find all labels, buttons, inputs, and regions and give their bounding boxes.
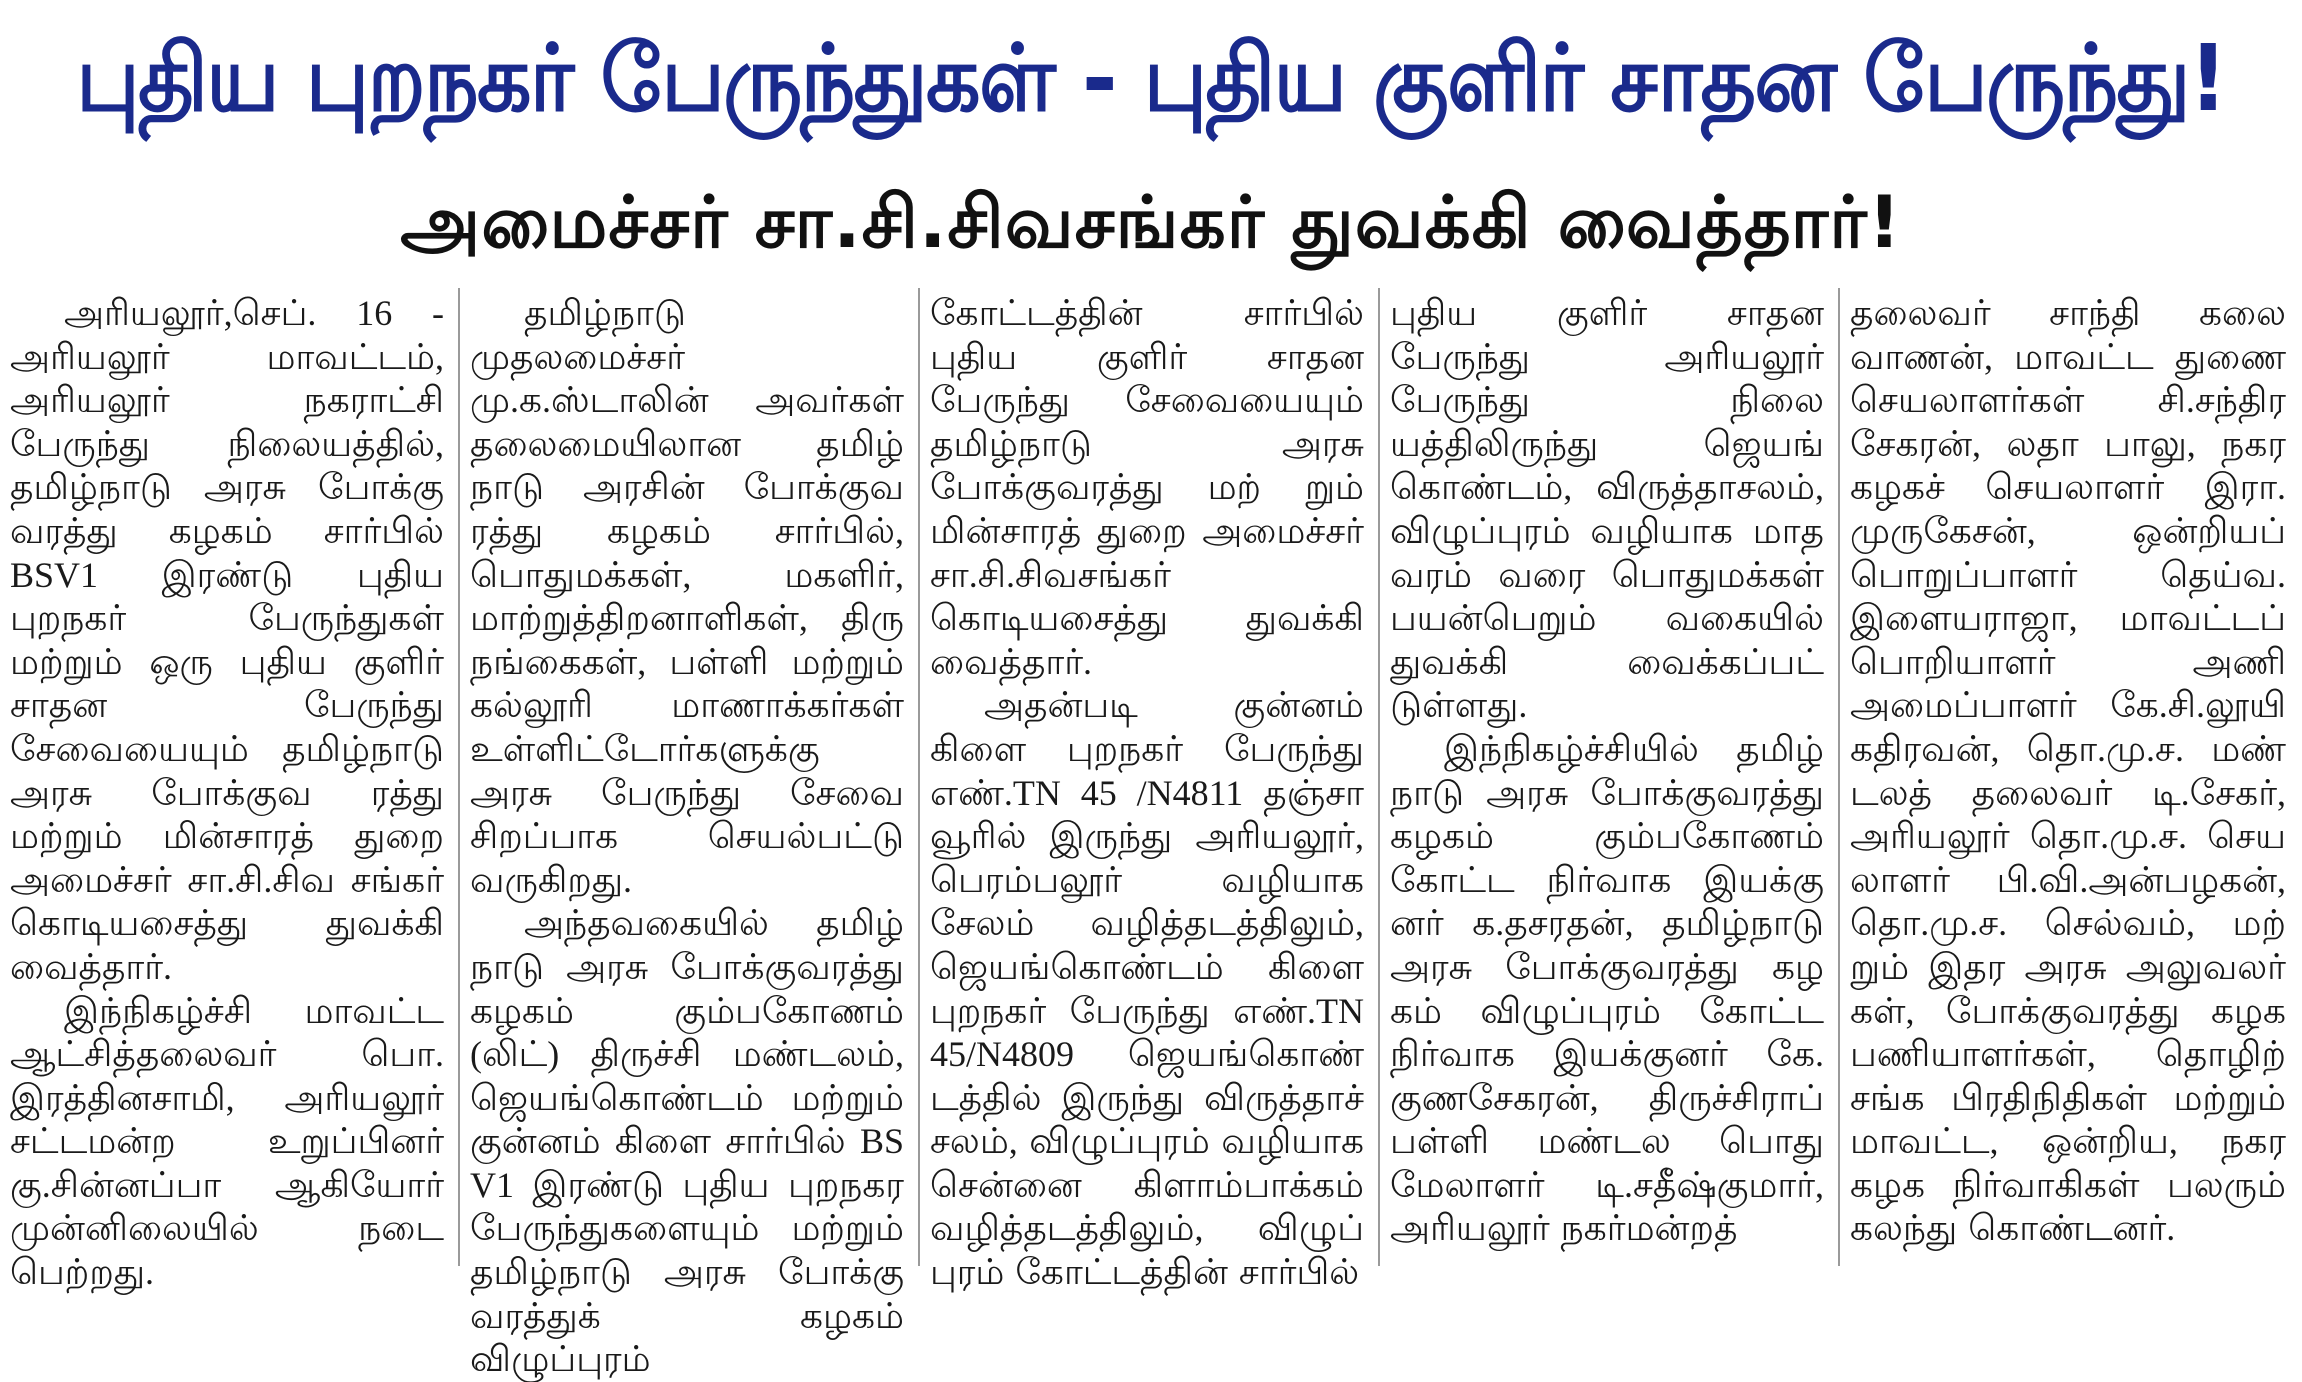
paragraph: கோட்டத்தின் சார்பில் புதிய குளிர் சாதன பேருந்து சேவையையும் தமிழ்நாடு அரசு போக்குவரத்து மற் றும் மின்சாரத் துறை அமைச்சர் சா.சி.சிவசங்கர் கொடியசைத்து துவக்கி வைத்தார். [930, 293, 1364, 682]
subheadline: அமைச்சர் சா.சி.சிவசங்கர் துவக்கி வைத்தார்! [400, 180, 1902, 264]
paragraph: அதன்படி குன்னம் கிளை புறநகர் பேருந்து எண்.TN 45 /N4811 தஞ்சா வூரில் இருந்து அரியலூர், பெரம்பலூர் வழியாக சேலம் வழித்தடத்திலும், ஜெயங்கொண்டம் கிளை புறநகர் பேருந்து எண்.TN 45/N4809 ஜெயங்கொண் டத்தில் இருந்து விருத்தாச் சலம், விழுப்புரம் வழியாக சென்னை கிளாம்பாக்கம் வழித்தடத்திலும், விழுப் புரம் கோட்டத்தின் சார்பில் [930, 685, 1364, 1293]
column-2 [460, 288, 920, 1380]
column-5 [1840, 288, 2300, 1266]
paragraph: தமிழ்நாடு முதலமைச்சர் மு.க.ஸ்டாலின் அவர்கள் தலைமையிலான தமிழ் நாடு அரசின் போக்குவ ரத்து கழகம் சார்பில், பொதுமக்கள், மகளிர், மாற்றுத்திறனாளிகள், திரு நங்கைகள், பள்ளி மற்றும் கல்லூரி மாணாக்கர்கள் உள்ளிட்டோர்களுக்கு அரசு பேருந்து சேவை சிறப்பாக செயல்பட்டு வருகிறது. [470, 293, 904, 900]
paragraph: இந்நிகழ்ச்சியில் தமிழ் நாடு அரசு போக்குவரத்து கழகம் கும்பகோணம் கோட்ட நிர்வாக இயக்கு னர் க.தசரதன், தமிழ்நாடு அரசு போக்குவரத்து கழ கம் விழுப்புரம் கோட்ட நிர்வாக இயக்குனர் கே. குணசேகரன், திருச்சிராப் பள்ளி மண்டல பொது மேலாளர் டி.சதீஷ்குமார், அரியலூர் நகர்மன்றத் [1390, 728, 1824, 1249]
paragraph: புதிய குளிர் சாதன பேருந்து அரியலூர் பேருந்து நிலை யத்திலிருந்து ஜெயங் கொண்டம், விருத்தாசலம், விழுப்புரம் வழியாக மாத வரம் வரை பொதுமக்கள் பயன்பெறும் வகையில் துவக்கி வைக்கப்பட் டுள்ளது. [1390, 293, 1824, 726]
paragraph: இந்நிகழ்ச்சி மாவட்ட ஆட்சித்தலைவர் பொ. இரத்தினசாமி, அரியலூர் சட்டமன்ற உறுப்பினர் கு.சின்னப்பா ஆகியோர் முன்னிலையில் நடை பெற்றது. [10, 990, 444, 1293]
paragraph: அரியலூர்,செப். 16 - அரியலூர் மாவட்டம், அரியலூர் நகராட்சி பேருந்து நிலையத்தில், தமிழ்நாடு அரசு போக்கு வரத்து கழகம் சார்பில் BSV1 இரண்டு புதிய புறநகர் பேருந்துகள் மற்றும் ஒரு புதிய குளிர் சாதன பேருந்து சேவையையும் தமிழ்நாடு அரசு போக்குவ ரத்து மற்றும் மின்சாரத் துறை அமைச்சர் சா.சி.சிவ சங்கர் கொடியசைத்து துவக்கி வைத்தார். [10, 293, 444, 987]
paragraph: தலைவர் சாந்தி கலை வாணன், மாவட்ட துணை செயலாளர்கள் சி.சந்திர சேகரன், லதா பாலு, நகர கழகச் செயலாளர் இரா. முருகேசன், ஒன்றியப் பொறுப்பாளர் தெய்வ. இளையராஜா, மாவட்டப் பொறியாளர் அணி அமைப்பாளர் கே.சி.லூயி கதிரவன், தொ.மு.ச. மண் டலத் தலைவர் டி.சேகர், அரியலூர் தொ.மு.ச. செய லாளர் பி.வி.அன்பழகன், தொ.மு.ச. செல்வம், மற் றும் இதர அரசு அலுவலர் கள், போக்குவரத்து கழக பணியாளர்கள், தொழிற் சங்க பிரதிநிதிகள் மற்றும் மாவட்ட, ஒன்றிய, நகர கழக நிர்வாகிகள் பலரும் கலந்து கொண்டனர். [1850, 293, 2286, 1249]
article-body [0, 288, 2302, 1380]
column-1 [0, 288, 460, 1293]
column-4 [1380, 288, 1840, 1266]
paragraph: அந்தவகையில் தமிழ் நாடு அரசு போக்குவரத்து கழகம் கும்பகோணம் (லிட்) திருச்சி மண்டலம், ஜெயங்கொண்டம் மற்றும் குன்னம் கிளை சார்பில் BS V1 இரண்டு புதிய புறநகர பேருந்துகளையும் மற்றும் தமிழ்நாடு அரசு போக்கு வரத்துக் கழகம் விழுப்புரம் [470, 903, 904, 1380]
headline: புதிய புறநகர் பேருந்துகள் - புதிய குளிர் சாதன பேருந்து! [76, 25, 2226, 132]
column-3 [920, 288, 1380, 1293]
